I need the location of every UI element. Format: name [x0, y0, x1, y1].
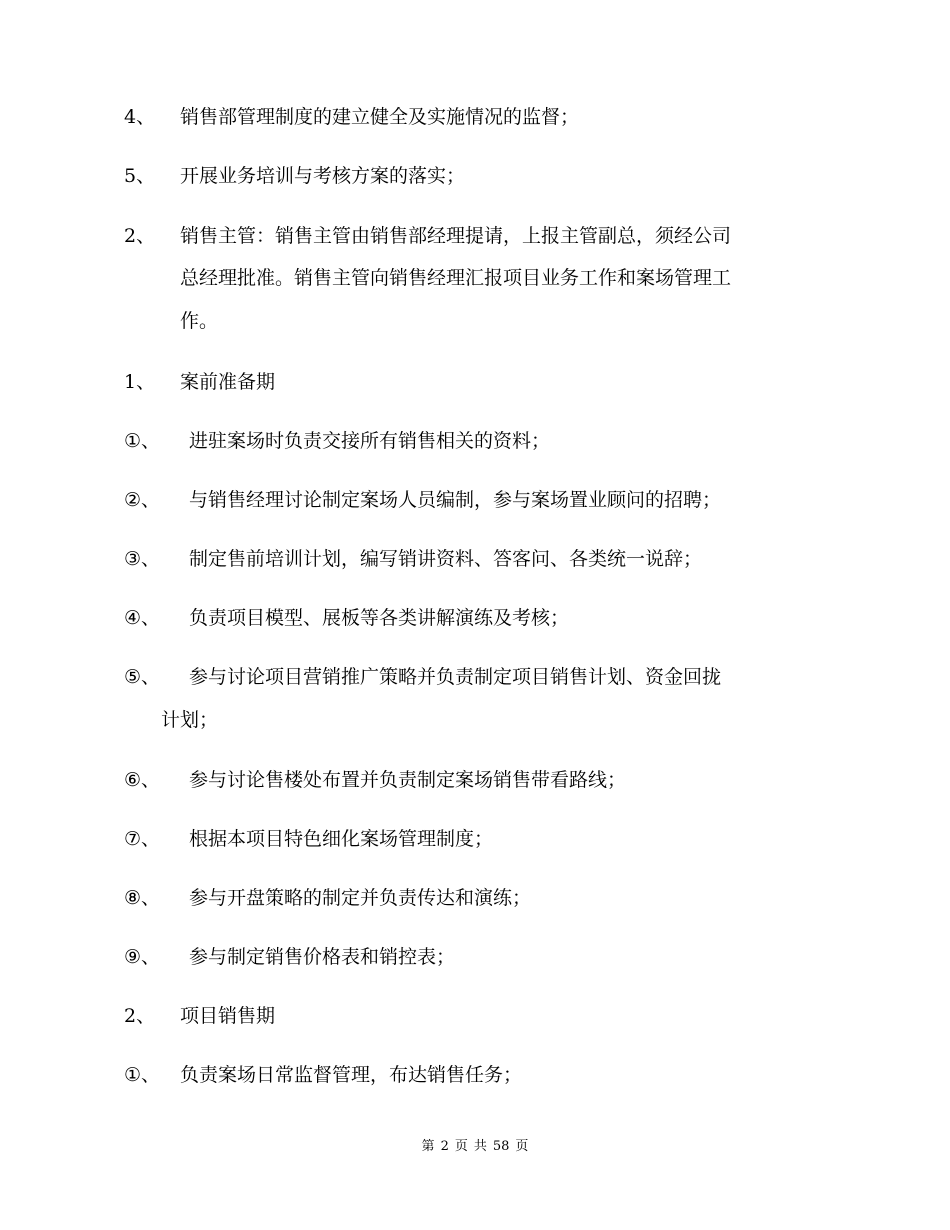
item-number: ①、	[124, 430, 161, 452]
item-text: 负责案场日常监督管理，布达销售任务；	[180, 1064, 523, 1086]
item-number: ⑥、	[124, 769, 161, 791]
item-number: ②、	[124, 489, 161, 511]
footer-total-label: 共	[473, 1139, 487, 1154]
item-number: 1、	[124, 371, 156, 393]
item-number: ⑧、	[124, 887, 161, 909]
item-text-continuation: 计划；	[161, 709, 219, 731]
item-text: 负责项目模型、展板等各类讲解演练及考核；	[189, 607, 570, 629]
item-number: 2、	[124, 1005, 156, 1027]
item-number: 4、	[124, 106, 156, 128]
footer-prefix: 第	[421, 1139, 435, 1154]
item-number: ⑤、	[124, 666, 161, 688]
item-number: 5、	[124, 165, 156, 187]
item-number: ①、	[124, 1064, 161, 1086]
item-number: ⑨、	[124, 946, 161, 968]
item-text: 销售部管理制度的建立健全及实施情况的监督；	[180, 106, 580, 128]
item-text-continuation: 总经理批准。销售主管向销售经理汇报项目业务工作和案场管理工	[180, 267, 732, 289]
item-text: 项目销售期	[180, 1005, 276, 1027]
item-text: 根据本项目特色细化案场管理制度；	[189, 828, 494, 850]
footer-total-pages: 58	[492, 1139, 510, 1154]
item-text: 参与开盘策略的制定并负责传达和演练；	[189, 887, 532, 909]
footer-page-number: 2	[440, 1139, 449, 1154]
item-text: 参与讨论项目营销推广策略并负责制定项目销售计划、资金回拢	[189, 666, 722, 688]
item-number: 2、	[124, 225, 156, 247]
footer-suffix: 页	[515, 1139, 529, 1154]
item-text: 与销售经理讨论制定案场人员编制，参与案场置业顾问的招聘；	[189, 489, 722, 511]
item-text: 制定售前培训计划，编写销讲资料、答客问、各类统一说辞；	[189, 548, 703, 570]
item-text-continuation: 作。	[180, 310, 219, 332]
footer-page-label: 页	[454, 1139, 468, 1154]
item-number: ⑦、	[124, 828, 161, 850]
item-text: 参与讨论售楼处布置并负责制定案场销售带看路线；	[189, 769, 627, 791]
item-text: 销售主管：销售主管由销售部经理提请，上报主管副总，须经公司	[180, 225, 732, 247]
item-text: 参与制定销售价格表和销控表；	[189, 946, 456, 968]
item-number: ③、	[124, 548, 161, 570]
item-text: 案前准备期	[180, 371, 276, 393]
item-number: ④、	[124, 607, 161, 629]
item-text: 进驻案场时负责交接所有销售相关的资料；	[189, 430, 551, 452]
page-footer	[0, 1138, 950, 1156]
item-text: 开展业务培训与考核方案的落实；	[180, 165, 466, 187]
